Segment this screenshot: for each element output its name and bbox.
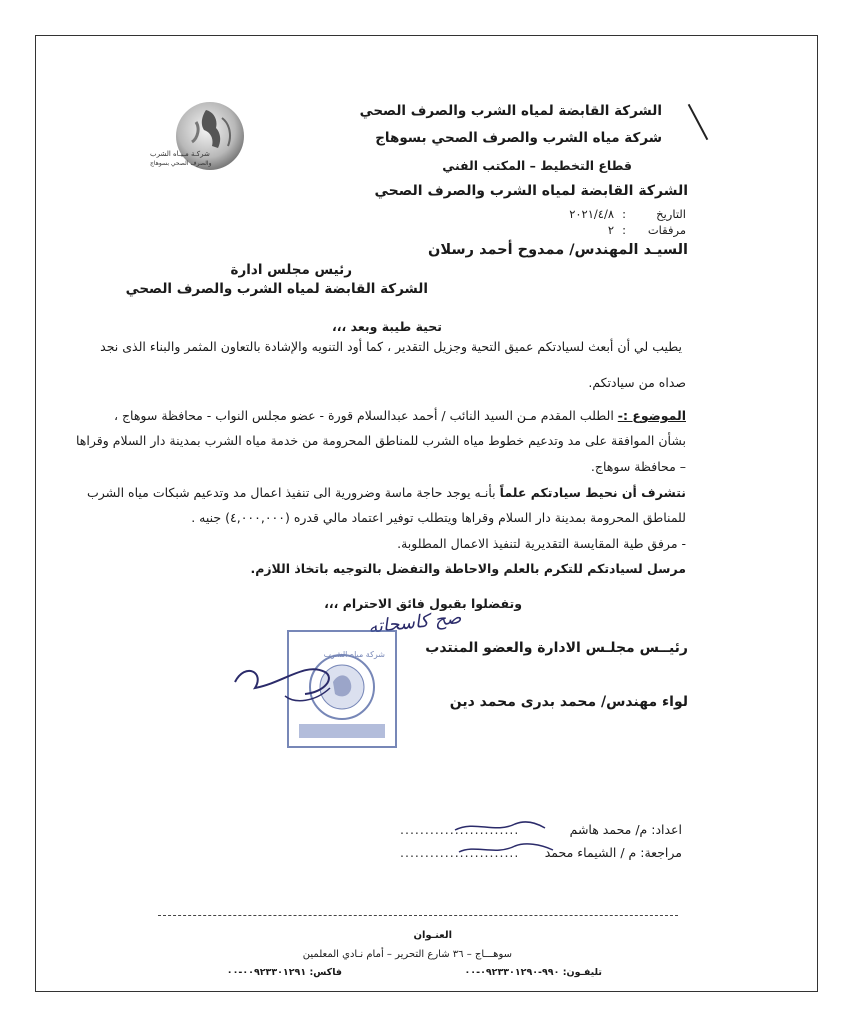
attachments-sep: : [622, 223, 626, 237]
logo-text-2: والصرف الصحي بسوهاج [150, 160, 212, 167]
closing: وتفضلوا بقبول فائق الاحترام ،،، [324, 596, 522, 611]
date-label: التاريخ [656, 207, 686, 221]
notice-bold: نتشرف أن نحيط سيادتكم علماً [499, 485, 686, 500]
addressee-name: السيـد المهندس/ ممدوح أحمد رسلان [428, 242, 688, 258]
date-value: ٢٠٢١/٤/٨ [569, 207, 614, 221]
attachments-label: مرفقات [647, 223, 686, 237]
footer-divider [158, 915, 678, 916]
footer-fax: فاكس: ٠٠٩٢٣٣٠١٢٩١-٠٠ [226, 967, 342, 978]
attachment-note: - مرفق طية المقايسة التقديرية لتنفيذ الاعمال المطلوبة. [397, 536, 686, 551]
reviewed-dots: ........................ [400, 845, 520, 860]
logo-text-1: شركـة مـيـاه الشرب [150, 150, 210, 158]
prepared-dots: ........................ [400, 822, 520, 837]
addressee-title-2: الشركة القابضة لمياه الشرب والصرف الصحي [125, 281, 428, 297]
subject-line-1 [114, 408, 686, 423]
notice-line-1 [87, 485, 686, 500]
notice-line-2: للمناطق المحرومة بمدينة دار السلام وقراها ويتطلب توفير اعتماد مالي قدره (٤,٠٠٠,٠٠٠) جنيه . [191, 510, 686, 525]
addressee-title-1: رئيس مجلس ادارة [230, 262, 352, 278]
stamp-text: شركة مياه الشرب [323, 650, 385, 659]
recipient-org-heading: الشركة القابضة لمياه الشرب والصرف الصحي [374, 183, 688, 199]
greeting: تحية طيبة وبعد ،،، [332, 319, 442, 334]
sent-note: مرسل لسيادتكم للتكرم بالعلم والاحاطة والتفضل بالتوجيه باتخاذ اللازم. [250, 561, 686, 576]
review-signature-icon [445, 800, 565, 870]
reviewed-label: مراجعة: م / الشيماء محمد [544, 845, 682, 860]
signature-name: لواء مهندس/ محمد بدرى محمد دين [449, 694, 688, 710]
subject-label: الموضوع :- [617, 408, 686, 423]
signature-scribble-icon [225, 652, 355, 712]
intro-line-1: يطيب لي أن أبعث لسيادتكم عميق التحية وجزيل التقدير ، كما أود التنويه والإشادة بالتعاون المثمر والبناء الذى نجد [100, 339, 682, 354]
footer-address: سوهـــاج – ٣٦ شارع التحرير – أمام نـادي المعلمين [302, 949, 512, 960]
footer-address-title: العنـوان [413, 930, 452, 941]
handwritten-note: صح كاسحاته [367, 607, 463, 638]
header-line-3: قطاع التخطيط – المكتب الفني [442, 158, 632, 173]
subject-line-3: – محافظة سوهاج. [590, 459, 686, 474]
date-sep: : [622, 207, 626, 221]
signature-title: رئيــس مجلـس الادارة والعضو المنتدب [425, 640, 688, 656]
subject-text-1: الطلب المقدم مـن السيد النائب / أحمد عبدالسلام قورة - عضو مجلس النواب - محافظة سوهاج ، [113, 408, 614, 423]
header-line-1: الشركة القابضة لمياه الشرب والصرف الصحي [359, 103, 662, 119]
footer-phone: تليفـون: ٩٩٠-٠٩٢٣٣٠١٢٩٠-٠٠ [464, 967, 602, 978]
intro-line-2: صداه من سيادتكم. [588, 375, 686, 390]
company-logo-icon [148, 98, 252, 178]
attachments-value: ٢ [607, 223, 614, 237]
notice-text-1: بأنـه يوجد حاجة ماسة وضرورية الى تنفيذ اعمال مد وتدعيم شبكات مياه الشرب [86, 485, 496, 500]
prepared-label: اعداد: م/ محمد هاشم [569, 822, 682, 837]
subject-line-2: بشأن الموافقة على مد وتدعيم خطوط مياه الشرب للمناطق المحرومة من خدمة مياه الشرب بمدينة دار السلام وقراها [76, 433, 686, 448]
header-line-2: شركة مياه الشرب والصرف الصحي بسوهاج [375, 130, 662, 146]
